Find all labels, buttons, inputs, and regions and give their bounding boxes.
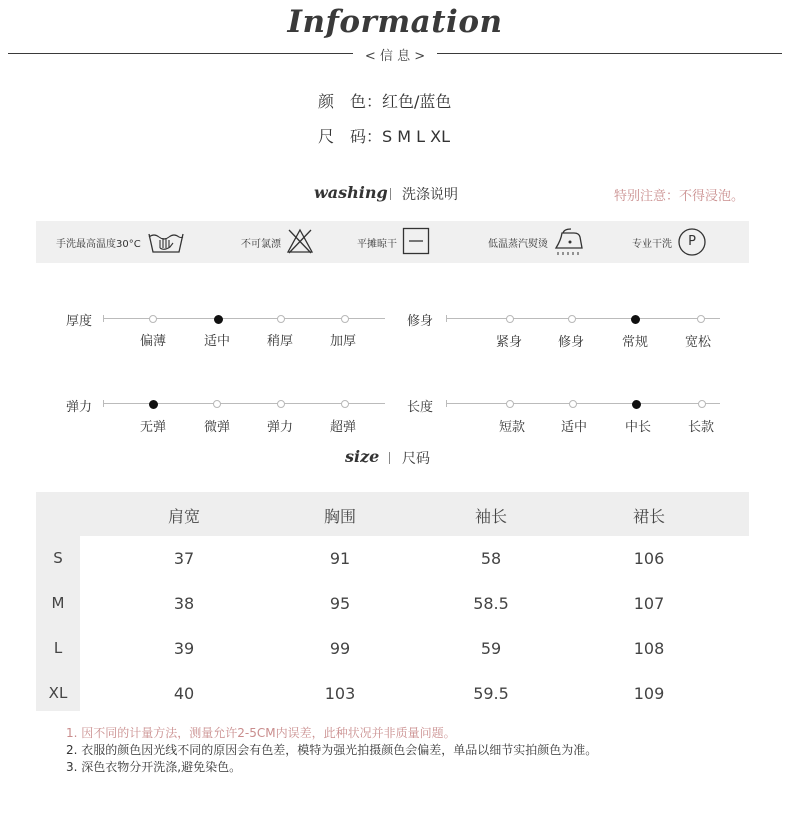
size-title: 尺码 [402, 451, 430, 467]
fit-option: 宽松 [684, 335, 711, 350]
wash-item-label: 手洗最高温度30°C [56, 238, 141, 250]
size-row-label: XL [48, 684, 68, 702]
size-row-label: S [53, 549, 63, 567]
dry-clean-letter: P [688, 234, 696, 249]
size-table-column-header: 袖长 [474, 507, 507, 526]
size-value: S M L XL [382, 127, 451, 146]
table-cell: 91 [329, 549, 351, 568]
fit-scale-line [446, 318, 720, 319]
size-info [318, 124, 450, 147]
elasticity-option: 弹力 [266, 420, 293, 435]
elasticity-scale-tick [103, 400, 104, 407]
elasticity-option: 无弹 [139, 420, 166, 435]
note-color-difference: 2. 衣服的颜色因光线不同的原因会有色差，模特为强光拍摄颜色会偏差，单品以细节实拍颜色为准。 [66, 743, 598, 757]
length-option: 中长 [624, 420, 651, 435]
thickness-scale-tick [103, 315, 104, 322]
fit-option: 常规 [621, 335, 648, 350]
page-title: Information [287, 4, 503, 40]
wash-item-label: 不可氯漂 [241, 238, 281, 250]
thickness-scale-dot [277, 315, 285, 323]
thickness-option: 适中 [203, 334, 230, 349]
table-cell: 58.5 [473, 594, 509, 613]
table-cell: 108 [633, 639, 665, 658]
length-scale-line [446, 403, 720, 404]
length-option: 短款 [498, 420, 525, 435]
elasticity-option: 微弹 [203, 420, 230, 435]
size-table-column-header: 胸围 [323, 507, 356, 526]
table-cell: 38 [173, 594, 195, 613]
table-cell: 37 [173, 549, 195, 568]
note-washing: 3. 深色衣物分开洗涤,避免染色。 [66, 760, 242, 774]
size-label: 尺 码： [318, 127, 383, 146]
wash-item-label: 低温蒸汽熨烫 [488, 238, 548, 250]
elasticity-scale-dot [213, 400, 221, 408]
note-measurement: 1. 因不同的计量方法，测量允许2-5CM内误差，此种状况并非质量问题。 [66, 726, 456, 740]
elasticity-option: 超弹 [329, 420, 356, 435]
table-cell: 59 [480, 639, 502, 658]
thickness-option: 偏薄 [139, 334, 166, 349]
washing-title: 洗涤说明 [402, 187, 458, 203]
no-bleach-icon [286, 227, 314, 258]
table-cell: 59.5 [473, 684, 509, 703]
color-value: 红色/蓝色 [382, 92, 452, 111]
thickness-scale-label: 厚度 [66, 314, 93, 329]
fit-option: 修身 [557, 335, 584, 350]
wash-item-no-bleach [241, 221, 314, 263]
table-cell: 109 [633, 684, 665, 703]
flat-dry-icon [402, 227, 430, 258]
length-scale-dot [698, 400, 706, 408]
fit-scale-tick [446, 315, 447, 322]
fit-scale-dot [697, 315, 705, 323]
length-scale-dot [569, 400, 577, 408]
size-table-column-header: 肩宽 [167, 507, 200, 526]
length-selected-dot [632, 400, 641, 409]
wash-item-dry-clean [632, 221, 707, 263]
elasticity-scale-dot [341, 400, 349, 408]
washing-warning: 特别注意：不得浸泡。 [614, 189, 745, 204]
length-scale-dot [506, 400, 514, 408]
washing-instructions-bar [36, 221, 749, 263]
size-table-column-header: 裙长 [632, 507, 665, 526]
thickness-selected-dot [214, 315, 223, 324]
washing-script-title: washing [314, 183, 388, 202]
length-option: 适中 [560, 420, 587, 435]
wash-item-label: 专业干洗 [632, 238, 672, 250]
fit-option: 紧身 [495, 335, 522, 350]
table-cell: 103 [324, 684, 356, 703]
table-cell: 107 [633, 594, 665, 613]
wash-item-flat-dry [357, 221, 430, 263]
hand-wash-icon [146, 226, 186, 259]
low-iron-icon [553, 226, 585, 259]
fit-selected-dot [631, 315, 640, 324]
thickness-option: 加厚 [329, 334, 356, 349]
color-label: 颜 色： [318, 92, 383, 111]
length-option: 长款 [687, 420, 714, 435]
size-row-label: L [53, 639, 63, 657]
wash-item-hand-wash [56, 221, 186, 263]
table-cell: 39 [173, 639, 195, 658]
wash-item-label: 平摊晾干 [357, 238, 397, 250]
page-subtitle: < 信 息 > [0, 45, 790, 64]
elasticity-selected-dot [149, 400, 158, 409]
fit-scale-dot [568, 315, 576, 323]
size-script-title: size [345, 447, 380, 466]
dry-clean-icon [677, 227, 707, 257]
length-scale-label: 长度 [407, 400, 434, 415]
fit-scale-label: 修身 [407, 314, 434, 329]
table-cell: 58 [480, 549, 502, 568]
fit-scale-dot [506, 315, 514, 323]
table-cell: 106 [633, 549, 665, 568]
wash-item-low-iron [488, 221, 585, 263]
table-cell: 40 [173, 684, 195, 703]
size-row-label: M [51, 594, 65, 612]
thickness-scale-dot [341, 315, 349, 323]
elasticity-scale-dot [277, 400, 285, 408]
thickness-scale-dot [149, 315, 157, 323]
elasticity-scale-label: 弹力 [66, 400, 93, 415]
color-info [318, 89, 451, 112]
thickness-option: 稍厚 [266, 334, 293, 349]
table-cell: 99 [329, 639, 351, 658]
length-scale-tick [446, 400, 447, 407]
size-title-separator [389, 452, 390, 464]
washing-title-separator [390, 188, 391, 200]
table-cell: 95 [329, 594, 351, 613]
